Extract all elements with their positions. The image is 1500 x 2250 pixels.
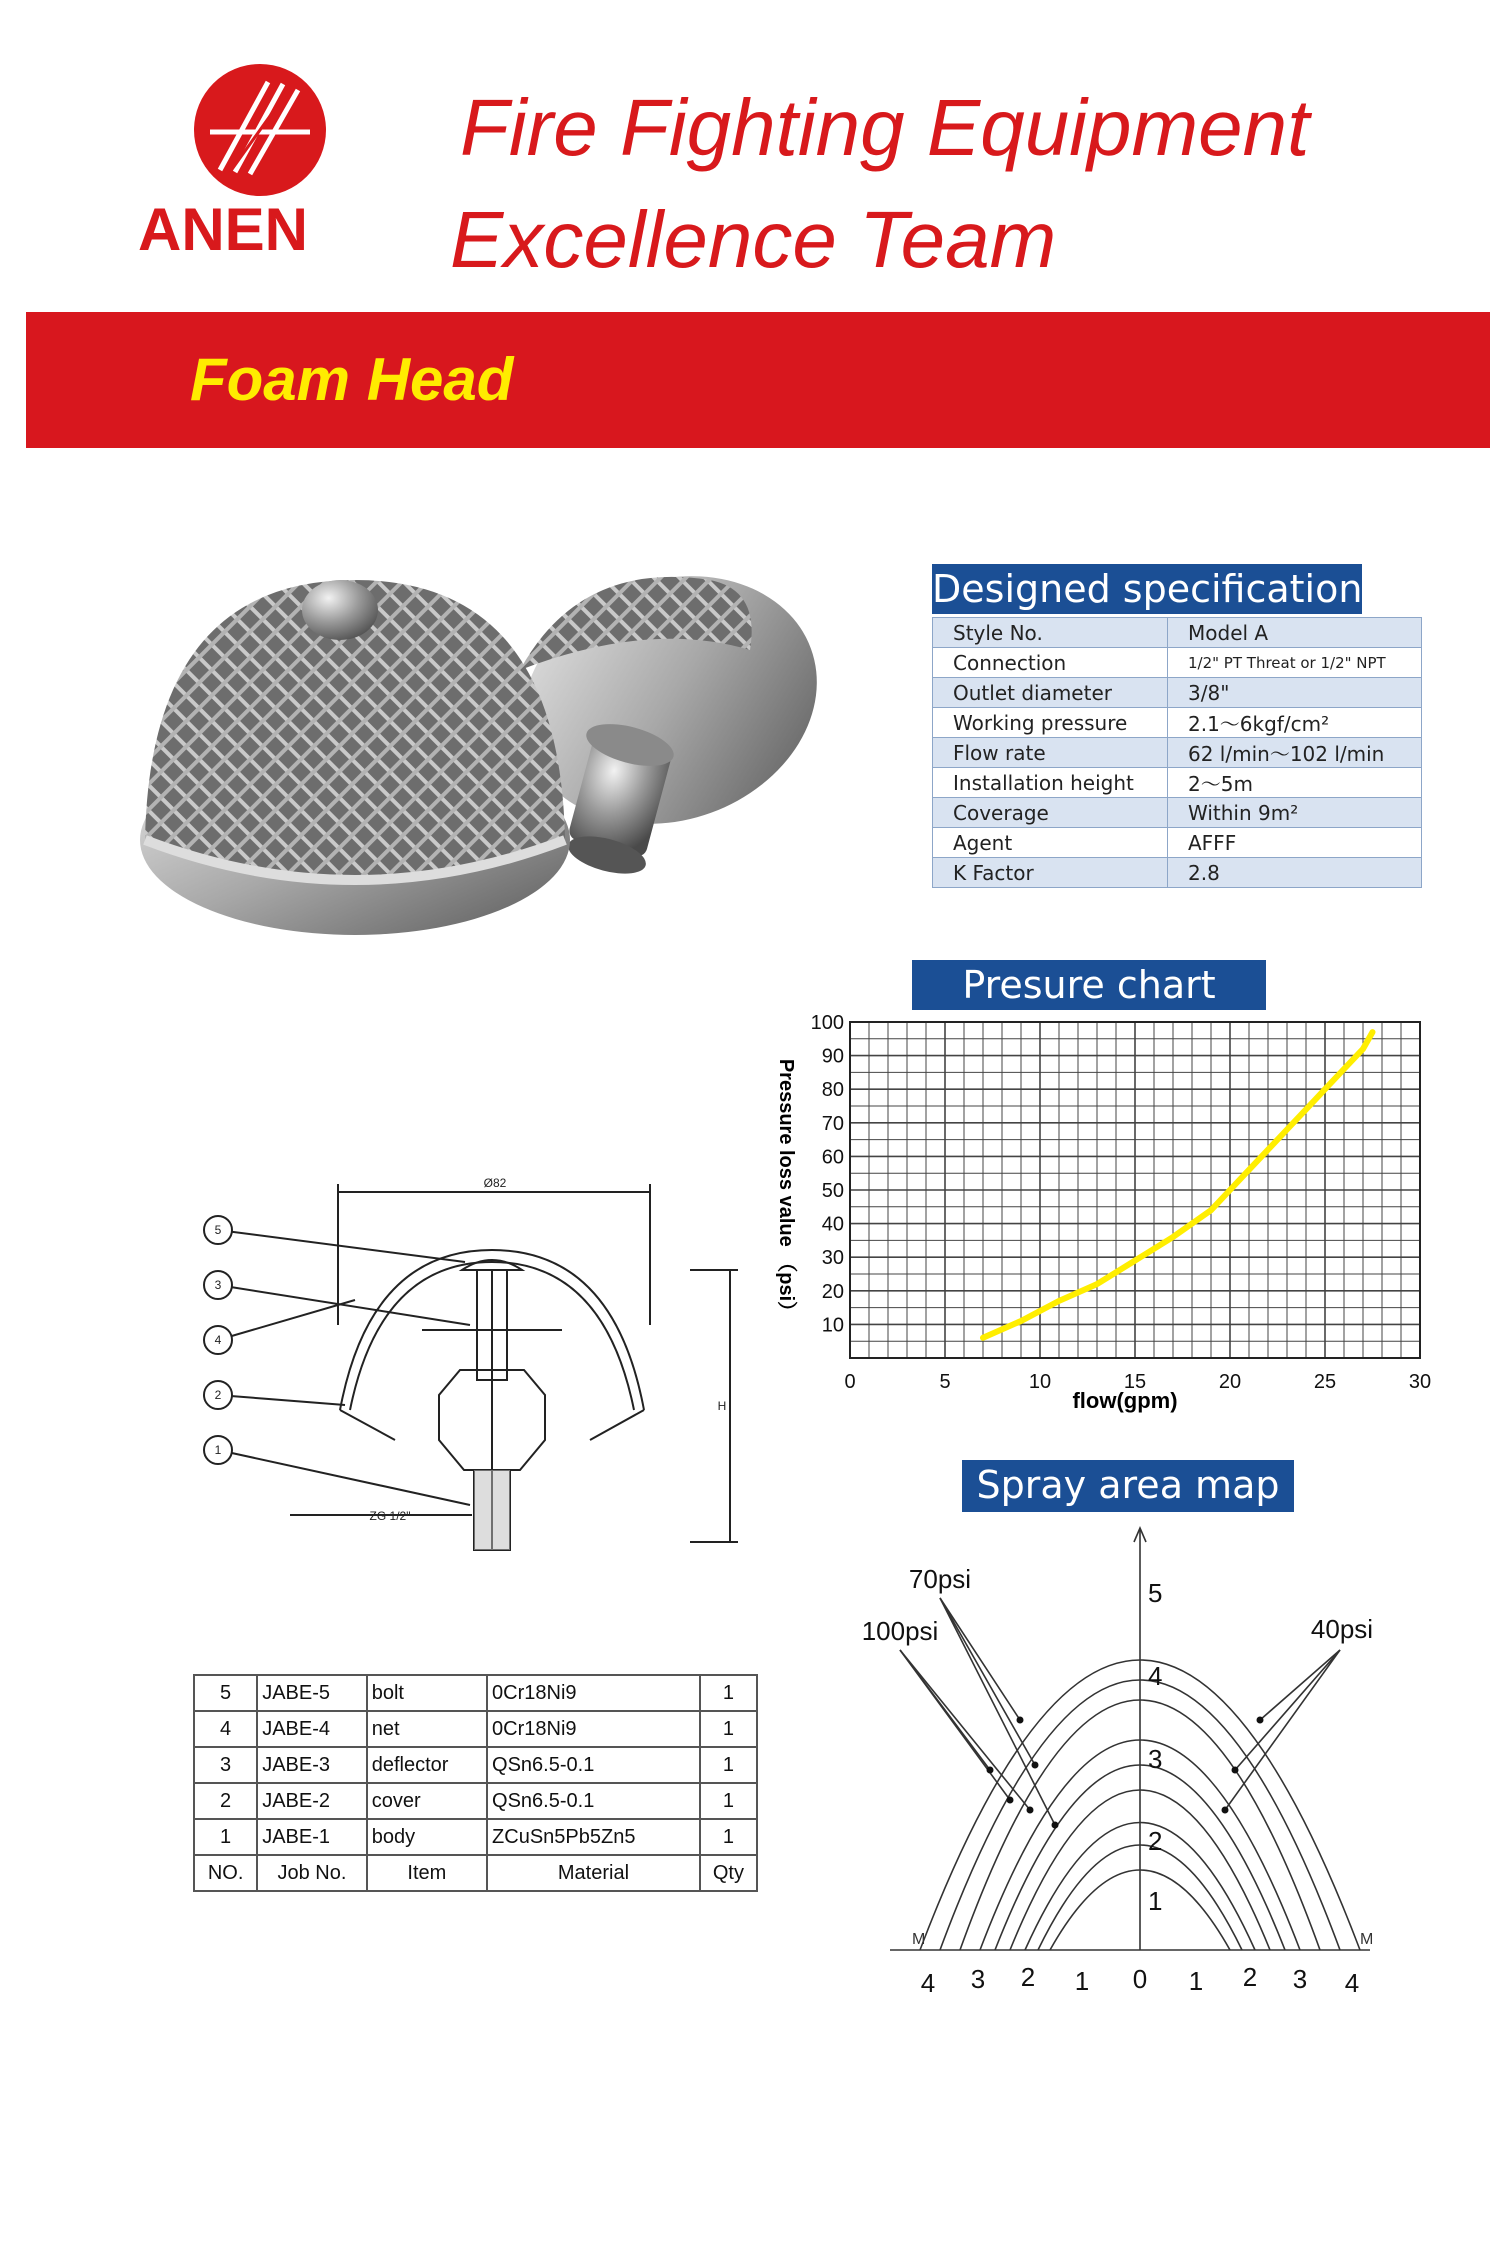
part-no: 1: [194, 1819, 257, 1855]
part-item: bolt: [367, 1675, 487, 1711]
x-tick-label: 5: [939, 1371, 951, 1393]
tagline-secondary: Excellence Team: [450, 195, 1057, 284]
spec-row: [933, 768, 1422, 798]
spec-row: [933, 858, 1422, 888]
label-40psi: 40psi: [1310, 1614, 1374, 1644]
y-label: 5: [1148, 1578, 1163, 1608]
spec-value: AFFF: [1168, 828, 1422, 858]
label-100psi: 100psi: [861, 1616, 939, 1646]
x-tick-label: 15: [1123, 1371, 1147, 1393]
axis-unit-left: M: [912, 1931, 926, 1948]
spec-label: K Factor: [933, 858, 1168, 888]
table-row: [194, 1675, 757, 1711]
thread-label: ZG 1/2": [369, 1509, 411, 1523]
part-qty: 1: [700, 1783, 757, 1819]
spec-value: 2.8: [1168, 858, 1422, 888]
part-material: QSn6.5-0.1: [487, 1747, 700, 1783]
part-material: ZCuSn5Pb5Zn5: [487, 1819, 700, 1855]
spec-label: Flow rate: [933, 738, 1168, 768]
spec-row: [933, 708, 1422, 738]
spec-label: Style No.: [933, 618, 1168, 648]
callout-2: 2: [214, 1388, 222, 1402]
axis-unit-right: M: [1360, 1931, 1374, 1948]
y-tick-label: 60: [821, 1146, 844, 1169]
callout-5: 5: [214, 1223, 222, 1237]
part-job: JABE-2: [257, 1783, 367, 1819]
chart-ticks: [811, 1012, 1432, 1393]
y-tick-label: 10: [821, 1314, 844, 1337]
x-label: 1: [1188, 1966, 1204, 1996]
spec-value: 3/8": [1168, 678, 1422, 708]
label-70psi: 70psi: [908, 1564, 972, 1594]
part-qty: 1: [700, 1819, 757, 1855]
spec-value: 1/2" PT Threat or 1/2" NPT: [1168, 648, 1422, 678]
table-row: [194, 1819, 757, 1855]
table-row: [194, 1711, 757, 1747]
callout-3: 3: [214, 1278, 222, 1292]
x-tick-label: 30: [1408, 1371, 1432, 1393]
pressure-curve: [983, 1032, 1373, 1338]
y-tick-label: 50: [821, 1180, 844, 1202]
x-label: 1: [1074, 1966, 1090, 1996]
y-label: 1: [1148, 1886, 1163, 1916]
header-item: Item: [367, 1855, 487, 1891]
spec-table: [932, 617, 1422, 888]
header-qty: Qty: [700, 1855, 757, 1891]
chart-grid: [850, 1022, 1420, 1358]
part-qty: 1: [700, 1675, 757, 1711]
part-item: cover: [367, 1783, 487, 1819]
part-qty: 1: [700, 1711, 757, 1747]
anen-logo-icon: [190, 60, 330, 200]
x-label: 3: [1292, 1964, 1308, 1994]
y-tick-label: 80: [821, 1079, 844, 1102]
chart-x-label: flow(gpm): [1072, 1388, 1178, 1413]
header-job: Job No.: [257, 1855, 367, 1891]
part-no: 2: [194, 1783, 257, 1819]
spec-value: Model A: [1168, 618, 1422, 648]
y-tick-label: 100: [810, 1012, 844, 1034]
spec-label: Outlet diameter: [933, 678, 1168, 708]
y-label: 2: [1148, 1826, 1163, 1856]
spray-map-heading: Spray area map: [962, 1460, 1294, 1512]
callout-4: 4: [214, 1333, 222, 1347]
y-tick-label: 30: [821, 1247, 844, 1270]
part-job: JABE-4: [257, 1711, 367, 1747]
svg-text:ANEN: ANEN: [138, 198, 309, 258]
dim-height: H: [717, 1399, 727, 1413]
y-label: 3: [1148, 1744, 1163, 1774]
tagline-primary: Fire Fighting Equipment: [460, 83, 1310, 172]
spray-area-map: [860, 1520, 1400, 2020]
pressure-chart-heading: Presure chart: [912, 960, 1266, 1010]
table-header-row: [194, 1855, 757, 1891]
spec-row: [933, 648, 1422, 678]
foam-head-photo-icon: [110, 540, 910, 1020]
y-tick-label: 90: [821, 1045, 844, 1068]
spec-row: [933, 738, 1422, 768]
part-no: 3: [194, 1747, 257, 1783]
x-label: 4: [1344, 1968, 1360, 1998]
spec-heading: Designed specification: [932, 564, 1362, 614]
foam-head-drawing: [190, 1170, 780, 1580]
spec-row: [933, 618, 1422, 648]
part-material: 0Cr18Ni9: [487, 1675, 700, 1711]
table-row: [194, 1783, 757, 1819]
dim-diameter: Ø82: [483, 1176, 507, 1190]
chart-y-label: Pressure loss value （psi）: [775, 1058, 797, 1322]
part-item: body: [367, 1819, 487, 1855]
x-label: 0: [1132, 1964, 1148, 1994]
part-item: deflector: [367, 1747, 487, 1783]
part-job: JABE-5: [257, 1675, 367, 1711]
spec-value: Within 9m²: [1168, 798, 1422, 828]
x-tick-label: 20: [1218, 1371, 1242, 1393]
spec-value: 62 l/min～102 l/min: [1168, 738, 1422, 768]
y-tick-label: 40: [821, 1213, 844, 1236]
spec-value: 2～5m: [1168, 768, 1422, 798]
table-row: [194, 1747, 757, 1783]
header-no: NO.: [194, 1855, 257, 1891]
pressure-chart: [760, 1010, 1440, 1420]
part-job: JABE-3: [257, 1747, 367, 1783]
y-label: 4: [1148, 1661, 1163, 1691]
spec-row: [933, 828, 1422, 858]
part-job: JABE-1: [257, 1819, 367, 1855]
y-tick-label: 20: [821, 1280, 844, 1303]
x-tick-label: 0: [844, 1371, 856, 1393]
callout-1: 1: [214, 1443, 222, 1457]
spec-label: Working pressure: [933, 708, 1168, 738]
part-qty: 1: [700, 1747, 757, 1783]
spec-row: [933, 678, 1422, 708]
x-tick-label: 25: [1313, 1371, 1337, 1393]
parts-table: [193, 1674, 758, 1892]
x-label: 2: [1020, 1962, 1036, 1992]
brand-wordmark: [138, 198, 378, 258]
spec-value: 2.1～6kgf/cm²: [1168, 708, 1422, 738]
spec-label: Agent: [933, 828, 1168, 858]
spec-label: Connection: [933, 648, 1168, 678]
x-label: 4: [920, 1968, 936, 1998]
product-title: Foam Head: [190, 346, 514, 413]
y-tick-label: 70: [821, 1112, 844, 1135]
part-material: 0Cr18Ni9: [487, 1711, 700, 1747]
header-material: Material: [487, 1855, 700, 1891]
part-no: 4: [194, 1711, 257, 1747]
x-label: 3: [970, 1964, 986, 1994]
spec-label: Coverage: [933, 798, 1168, 828]
x-label: 2: [1242, 1962, 1258, 1992]
x-tick-label: 10: [1028, 1371, 1052, 1393]
spec-label: Installation height: [933, 768, 1168, 798]
spec-row: [933, 798, 1422, 828]
part-material: QSn6.5-0.1: [487, 1783, 700, 1819]
part-no: 5: [194, 1675, 257, 1711]
part-item: net: [367, 1711, 487, 1747]
